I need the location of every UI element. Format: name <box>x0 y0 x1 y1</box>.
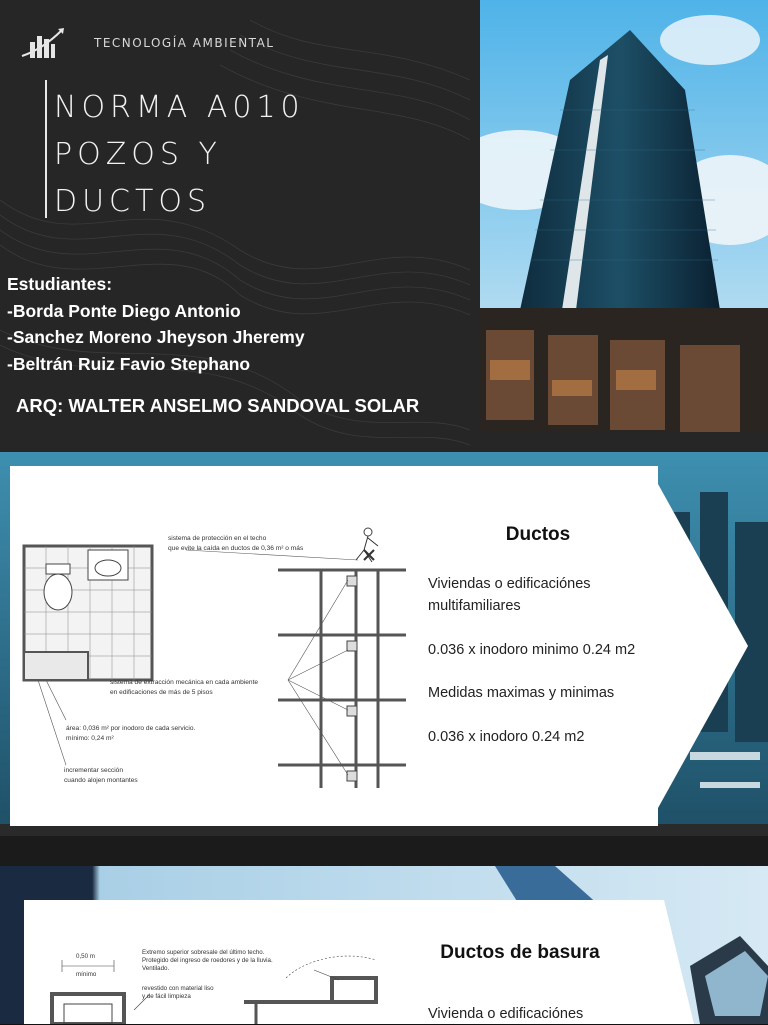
diagram-label: sistema de protección en el techo <box>168 535 267 542</box>
teacher-name: ARQ: WALTER ANSELMO SANDOVAL SOLAR <box>16 395 420 416</box>
cover-slide <box>0 0 768 452</box>
student-name: -Sanchez Moreno Jheyson Jheremy <box>7 327 305 347</box>
skyscraper-photo <box>480 0 768 432</box>
diagram-label: revestido con material liso <box>142 985 214 992</box>
decorative-wave-lines <box>0 0 490 452</box>
diagram-label: mínimo: 0,24 m² <box>66 735 114 742</box>
diagram-label: 0,50 m <box>76 953 95 960</box>
diagram-label: Extremo superior sobresale del último techo. <box>142 949 265 956</box>
diagram-label: que evite la caída en ductos de 0,36 m² o más <box>168 545 304 552</box>
paragraph: Viviendas o edificaciónes multifamiliares <box>428 576 591 614</box>
students-heading: Estudiantes: <box>7 274 113 294</box>
diagram-label: mínimo <box>76 971 97 978</box>
section-heading: Ductos <box>505 524 571 545</box>
diagram-label: cuando alojen montantes <box>64 777 138 784</box>
diagram-label: y de fácil limpieza <box>142 993 191 1000</box>
student-name: -Beltrán Ruiz Favio Stephano <box>7 353 251 374</box>
title-line: NORMA A010 <box>54 90 305 125</box>
city-logo-icon <box>20 26 68 62</box>
diagram-label: Ventilado. <box>142 965 170 972</box>
diagram-label: Protegido del ingreso de roedores y de la lluvia. <box>142 957 273 964</box>
title-accent-bar <box>45 80 47 218</box>
students-block <box>7 271 305 377</box>
diagram-label: sistema de extracción mecánica en cada ambiente <box>110 679 259 686</box>
title-line: DUCTOS <box>54 184 211 219</box>
paragraph: 0.036 x inodoro minimo 0.24 m2 <box>428 642 636 658</box>
ductos-diagram <box>18 520 423 802</box>
paragraph: Vivienda o edificaciónes <box>428 1006 584 1022</box>
slide-title <box>54 84 305 225</box>
paragraph: Medidas maximas y minimas <box>428 685 615 701</box>
student-name: -Borda Ponte Diego Antonio <box>7 300 241 321</box>
paragraph: 0.036 x inodoro 0.24 m2 <box>428 729 585 745</box>
section-heading: Ductos de basura <box>440 942 600 963</box>
diagram-label: en edificaciones de más de 5 pisos <box>110 689 213 696</box>
ductos-basura-diagram <box>24 900 384 1024</box>
title-line: POZOS Y <box>54 137 222 172</box>
brand-label: TECNOLOGÍA AMBIENTAL <box>94 36 275 50</box>
diagram-label: área: 0,036 m² por inodoro de cada servicio. <box>66 725 196 732</box>
diagram-label: incrementar sección <box>64 767 124 774</box>
